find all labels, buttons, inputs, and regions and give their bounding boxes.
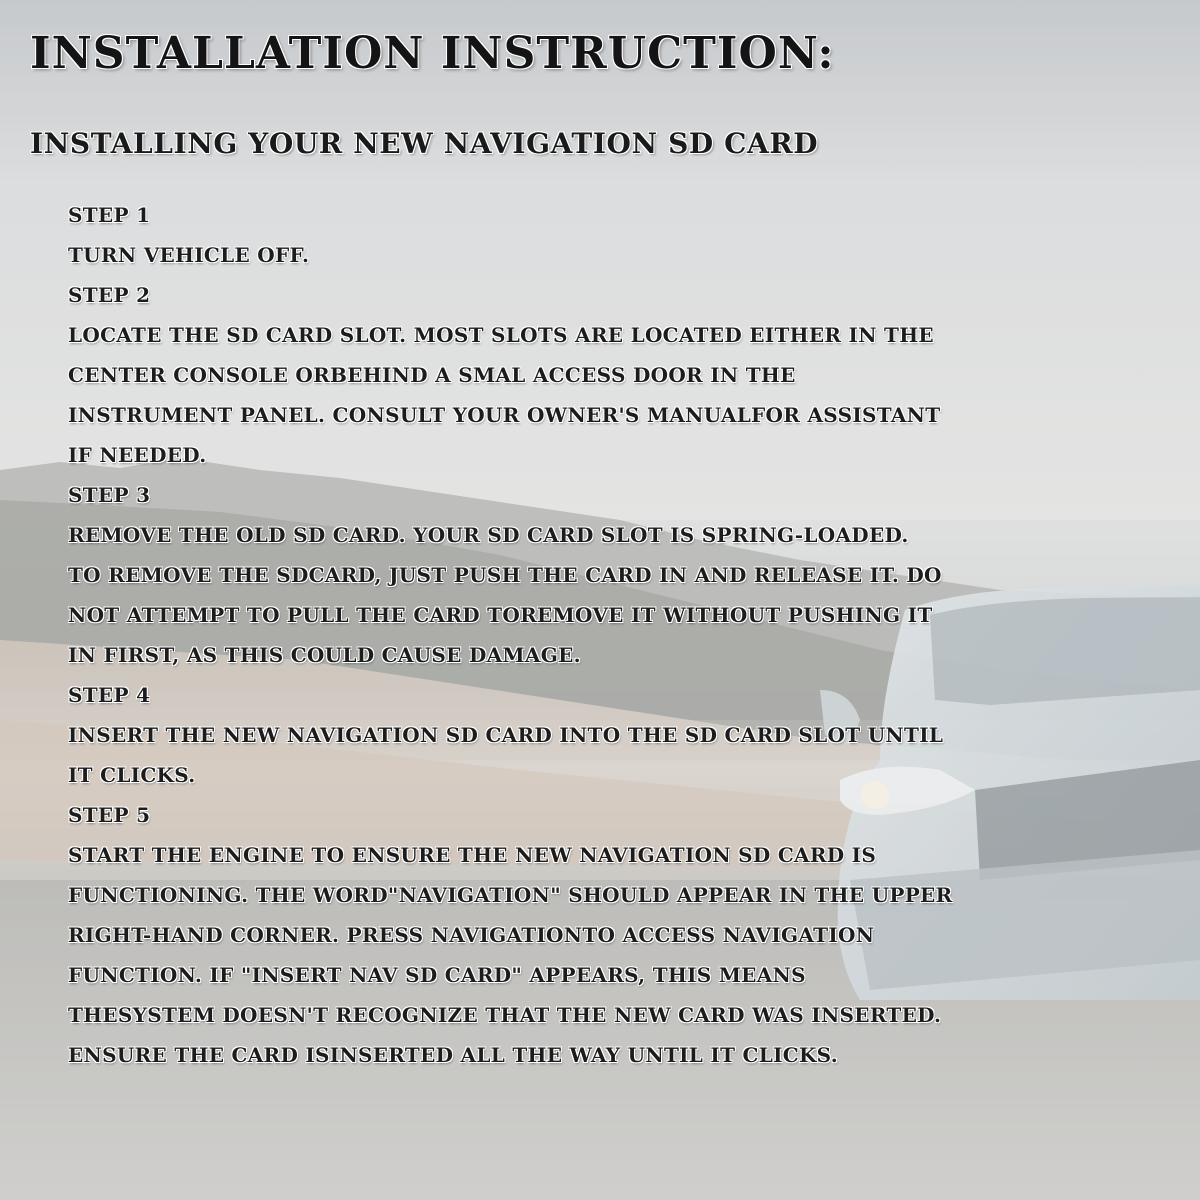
- step-text-line: INSERT THE NEW NAVIGATION SD CARD INTO THE SD CARD SLOT UNTIL: [68, 723, 944, 747]
- steps-list: [68, 195, 1068, 1075]
- step-1: [68, 195, 1068, 275]
- step-text-line: THESYSTEM DOESN'T RECOGNIZE THAT THE NEW CARD WAS INSERTED.: [68, 1003, 942, 1027]
- step-text-line: FUNCTION. IF "INSERT NAV SD CARD" APPEARS, THIS MEANS: [68, 963, 806, 987]
- step-text-line: ENSURE THE CARD ISINSERTED ALL THE WAY UNTIL IT CLICKS.: [68, 1043, 838, 1067]
- step-3: [68, 475, 1068, 675]
- step-text-line: CENTER CONSOLE ORBEHIND A SMAL ACCESS DOOR IN THE: [68, 363, 796, 387]
- step-2: [68, 275, 1068, 475]
- step-text-line: NOT ATTEMPT TO PULL THE CARD TOREMOVE IT WITHOUT PUSHING IT: [68, 603, 933, 627]
- step-text-line: START THE ENGINE TO ENSURE THE NEW NAVIGATION SD CARD IS: [68, 843, 877, 867]
- step-text-line: LOCATE THE SD CARD SLOT. MOST SLOTS ARE LOCATED EITHER IN THE: [68, 323, 934, 347]
- step-text-line: IN FIRST, AS THIS COULD CAUSE DAMAGE.: [68, 643, 581, 667]
- step-5: [68, 795, 1068, 1075]
- step-text-line: REMOVE THE OLD SD CARD. YOUR SD CARD SLOT IS SPRING-LOADED.: [68, 523, 909, 547]
- step-4: [68, 675, 1068, 795]
- step-text-line: TURN VEHICLE OFF.: [68, 243, 310, 267]
- page-subtitle: INSTALLING YOUR NEW NAVIGATION SD CARD: [30, 127, 819, 160]
- step-text-line: TO REMOVE THE SDCARD, JUST PUSH THE CARD IN AND RELEASE IT. DO: [68, 563, 942, 587]
- step-text-line: IF NEEDED.: [68, 443, 207, 467]
- step-heading: STEP 3: [68, 483, 151, 507]
- step-heading: STEP 4: [68, 683, 151, 707]
- step-text-line: FUNCTIONING. THE WORD"NAVIGATION" SHOULD APPEAR IN THE UPPER: [68, 883, 953, 907]
- page-title: INSTALLATION INSTRUCTION:: [30, 28, 835, 79]
- step-heading: STEP 2: [68, 283, 151, 307]
- step-text-line: RIGHT-HAND CORNER. PRESS NAVIGATIONTO ACCESS NAVIGATION: [68, 923, 875, 947]
- step-heading: STEP 1: [68, 203, 151, 227]
- step-text-line: IT CLICKS.: [68, 763, 196, 787]
- step-text-line: INSTRUMENT PANEL. CONSULT YOUR OWNER'S MANUALFOR ASSISTANT: [68, 403, 941, 427]
- step-heading: STEP 5: [68, 803, 151, 827]
